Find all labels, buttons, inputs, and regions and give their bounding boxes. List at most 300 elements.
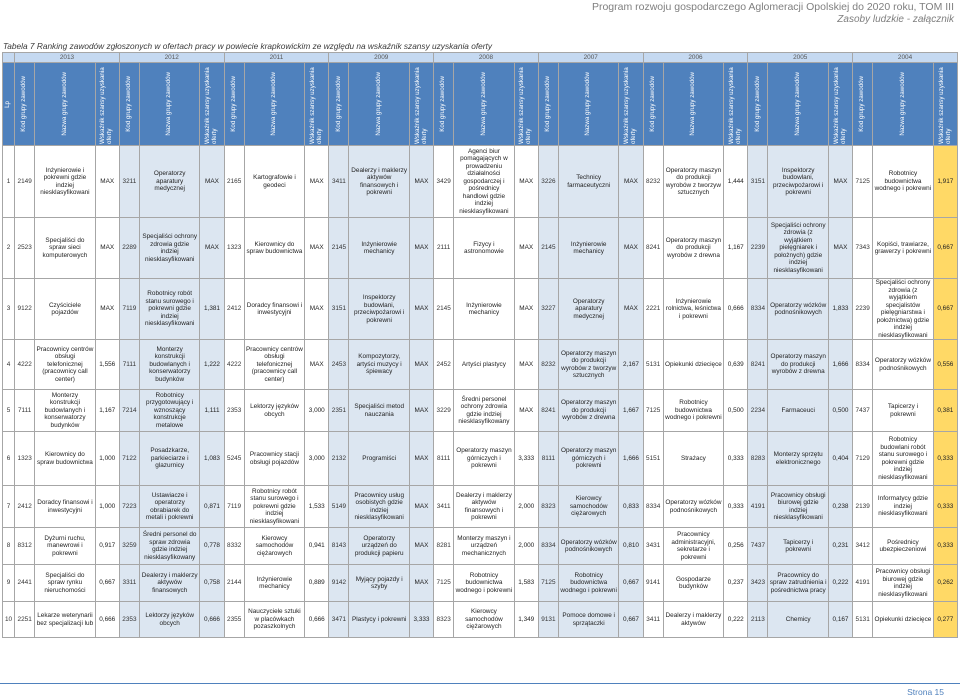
occupation-name: Pracownicy stacji obsługi pojazdów xyxy=(244,432,304,486)
page-header xyxy=(592,1,954,26)
chance-indicator: 0,238 xyxy=(828,486,852,528)
chance-indicator: 0,871 xyxy=(200,486,224,528)
occupation-code: 7111 xyxy=(15,390,35,432)
chance-indicator: MAX xyxy=(409,432,433,486)
header-nazwa xyxy=(139,63,199,146)
rank-number: 10 xyxy=(3,602,15,638)
occupation-code: 8312 xyxy=(15,528,35,565)
occupation-name: Operatorzy maszyn górniczych i pokrewni xyxy=(558,432,618,486)
occupation-code: 3211 xyxy=(119,146,139,218)
header-nazwa-label: Nazwa grupy zawodów xyxy=(479,72,487,136)
occupation-name: Kartografowie i geodeci xyxy=(244,146,304,218)
document-title: Program rozwoju gospodarczego Aglomeracji Opolskiej do 2020 roku, TOM III xyxy=(591,1,954,13)
chance-indicator: MAX xyxy=(409,340,433,390)
header-kod-label: Kod grupy zawodów xyxy=(229,76,237,132)
rank-number: 9 xyxy=(3,565,15,602)
occupation-code: 2289 xyxy=(119,218,139,279)
occupation-name: Dealerzy i maklerzy aktywów finansowych i pokrewni xyxy=(349,146,409,218)
chance-indicator: MAX xyxy=(828,218,852,279)
header-wskaznik xyxy=(933,63,957,146)
occupation-code: 7125 xyxy=(643,390,663,432)
table-row xyxy=(3,279,958,340)
occupation-name: Myjący pojazdy i szyby xyxy=(349,565,409,602)
chance-indicator: 3,000 xyxy=(305,390,329,432)
occupation-code: 8111 xyxy=(538,432,558,486)
occupation-code: 3431 xyxy=(643,528,663,565)
chance-indicator: 0,231 xyxy=(828,528,852,565)
occupation-code: 2523 xyxy=(15,218,35,279)
header-nazwa xyxy=(768,63,828,146)
occupation-code: 9122 xyxy=(15,279,35,340)
chance-indicator: 2,000 xyxy=(514,486,538,528)
occupation-name: Inżynierowie mechanicy xyxy=(244,565,304,602)
table-row xyxy=(3,340,958,390)
chance-indicator: MAX xyxy=(409,218,433,279)
chance-indicator: MAX xyxy=(409,146,433,218)
year-label: 2005 xyxy=(748,53,853,63)
occupation-name: Robotnicy budownictwa wodnego i pokrewni xyxy=(454,565,514,602)
chance-indicator: 0,167 xyxy=(828,602,852,638)
header-wskaznik xyxy=(514,63,538,146)
occupation-code: 3412 xyxy=(853,528,873,565)
occupation-code: 5131 xyxy=(853,602,873,638)
occupation-code: 8241 xyxy=(643,218,663,279)
occupation-name: Specjaliści do spraw sieci komputerowych xyxy=(35,218,95,279)
year-label: 2009 xyxy=(329,53,434,63)
occupation-code: 9142 xyxy=(329,565,349,602)
occupation-code: 2149 xyxy=(15,146,35,218)
header-kod xyxy=(538,63,558,146)
occupation-name: Inżynierowie i pokrewni gdzie indziej niesklasyfikowani xyxy=(35,146,95,218)
chance-indicator: MAX xyxy=(409,279,433,340)
chance-indicator: 1,111 xyxy=(200,390,224,432)
occupation-code: 7125 xyxy=(538,565,558,602)
occupation-name: Kierownicy do spraw budownictwa xyxy=(35,432,95,486)
occupation-code: 2412 xyxy=(15,486,35,528)
header-nazwa xyxy=(454,63,514,146)
occupation-code: 8111 xyxy=(434,432,454,486)
occupation-name: Operatorzy maszyn do produkcji wyrobów z tworzyw sztucznych xyxy=(663,146,723,218)
occupation-code: 2144 xyxy=(224,565,244,602)
chance-indicator: 0,556 xyxy=(933,340,957,390)
chance-indicator: 2,000 xyxy=(514,528,538,565)
occupation-name: Pomoce domowe i sprzątaczki xyxy=(558,602,618,638)
occupation-name: Ustawiacze i operatorzy obrabiarek do metali i pokrewni xyxy=(139,486,199,528)
occupation-code: 5149 xyxy=(329,486,349,528)
header-kod xyxy=(434,63,454,146)
occupation-code: 9131 xyxy=(538,602,558,638)
occupation-code: 8332 xyxy=(224,528,244,565)
occupation-code: 2239 xyxy=(748,218,768,279)
occupation-name: Pracownicy do spraw zatrudnienia i pośrednictwa pracy xyxy=(768,565,828,602)
occupation-name: Kompozytorzy, artyści muzycy i śpiewacy xyxy=(349,340,409,390)
header-nazwa xyxy=(35,63,95,146)
header-kod xyxy=(329,63,349,146)
chance-indicator: 0,667 xyxy=(619,565,643,602)
occupation-code: 3411 xyxy=(329,146,349,218)
chance-indicator: 0,404 xyxy=(828,432,852,486)
occupation-code: 8281 xyxy=(434,528,454,565)
rank-number: 8 xyxy=(3,528,15,565)
chance-indicator: 2,167 xyxy=(619,340,643,390)
chance-indicator: MAX xyxy=(409,390,433,432)
chance-indicator: 1,000 xyxy=(95,432,119,486)
header-nazwa-label: Nazwa grupy zawodów xyxy=(270,72,278,136)
occupation-code: 8334 xyxy=(853,340,873,390)
occupation-name: Kierowcy samochodów ciężarowych xyxy=(244,528,304,565)
occupation-name: Monterzy konstrukcji budowlanych i konserwatorzy budynków xyxy=(35,390,95,432)
year-label: 2013 xyxy=(15,53,120,63)
chance-indicator: 1,666 xyxy=(828,340,852,390)
chance-indicator: 0,333 xyxy=(933,486,957,528)
occupation-code: 2111 xyxy=(434,218,454,279)
header-wskaznik xyxy=(619,63,643,146)
occupation-code: 7214 xyxy=(119,390,139,432)
chance-indicator: 0,381 xyxy=(933,390,957,432)
header-nazwa xyxy=(244,63,304,146)
chance-indicator: MAX xyxy=(200,218,224,279)
chance-indicator: 3,000 xyxy=(305,432,329,486)
header-kod-label: Kod grupy zawodów xyxy=(334,76,342,132)
occupation-name: Robotnicy robót stanu surowego i pokrewni gdzie indziej niesklasyfikowani xyxy=(244,486,304,528)
chance-indicator: 1,917 xyxy=(933,146,957,218)
chance-indicator: 0,758 xyxy=(200,565,224,602)
chance-indicator: 0,333 xyxy=(724,432,748,486)
chance-indicator: 0,333 xyxy=(933,528,957,565)
chance-indicator: MAX xyxy=(619,146,643,218)
occupation-code: 7437 xyxy=(748,528,768,565)
ranking-table xyxy=(2,52,958,638)
occupation-name: Robotnicy budowlani robót stanu surowego i pokrewni gdzie indziej niesklasyfikowani xyxy=(873,432,933,486)
header-kod-label: Kod grupy zawodów xyxy=(648,76,656,132)
occupation-code: 2412 xyxy=(224,279,244,340)
header-wskaznik-label: Wskaźnik szansy uzyskania oferty xyxy=(518,67,533,144)
occupation-name: Programiści xyxy=(349,432,409,486)
occupation-code: 2452 xyxy=(434,340,454,390)
occupation-code: 3311 xyxy=(119,565,139,602)
header-wskaznik-label: Wskaźnik szansy uzyskania oferty xyxy=(204,67,218,144)
occupation-code: 8334 xyxy=(538,528,558,565)
occupation-name: Farmaceuci xyxy=(768,390,828,432)
chance-indicator: 1,349 xyxy=(514,602,538,638)
chance-indicator: MAX xyxy=(305,218,329,279)
occupation-name: Doradcy finansowi i inwestycyjni xyxy=(35,486,95,528)
header-wskaznik xyxy=(724,63,748,146)
header-wskaznik xyxy=(828,63,852,146)
chance-indicator: 1,167 xyxy=(724,218,748,279)
occupation-name: Operatorzy wózków podnośnikowych xyxy=(873,340,933,390)
occupation-name: Tapicerzy i pokrewni xyxy=(768,528,828,565)
occupation-name: Dyżurni ruchu, manewrowi i pokrewni xyxy=(35,528,95,565)
occupation-name: Posadzkarze, parkieciarze i glazurnicy xyxy=(139,432,199,486)
chance-indicator: 1,667 xyxy=(619,390,643,432)
occupation-code: 2139 xyxy=(853,486,873,528)
header-nazwa-label: Nazwa grupy zawodów xyxy=(374,72,382,136)
header-nazwa-label: Nazwa grupy zawodów xyxy=(584,72,592,136)
header-nazwa xyxy=(873,63,933,146)
chance-indicator: 0,667 xyxy=(933,218,957,279)
chance-indicator: 1,083 xyxy=(200,432,224,486)
rank-number: 6 xyxy=(3,432,15,486)
year-label: 2007 xyxy=(538,53,643,63)
occupation-name: Operatorzy aparatury medycznej xyxy=(558,279,618,340)
chance-indicator: 1,381 xyxy=(200,279,224,340)
chance-indicator: 0,500 xyxy=(724,390,748,432)
chance-indicator: MAX xyxy=(95,146,119,218)
chance-indicator: 3,333 xyxy=(409,602,433,638)
occupation-code: 7223 xyxy=(119,486,139,528)
occupation-name: Monterzy maszyn i urządzeń mechanicznych xyxy=(454,528,514,565)
occupation-name: Monterzy konstrukcji budowlanych i konserwatorzy budynków xyxy=(139,340,199,390)
occupation-name: Robotnicy budownictwa wodnego i pokrewni xyxy=(558,565,618,602)
chance-indicator: 1,444 xyxy=(724,146,748,218)
chance-indicator: MAX xyxy=(828,146,852,218)
occupation-code: 2355 xyxy=(224,602,244,638)
occupation-code: 2234 xyxy=(748,390,768,432)
occupation-name: Operatorzy maszyn do produkcji wyrobów z drewna xyxy=(663,218,723,279)
document-subtitle: Zasoby ludzkie - załącznik xyxy=(837,14,954,25)
chance-indicator: MAX xyxy=(514,340,538,390)
chance-indicator: 0,833 xyxy=(619,486,643,528)
occupation-code: 2132 xyxy=(329,432,349,486)
occupation-name: Pracownicy obsługi biurowej gdzie indziej niesklasyfikowani xyxy=(768,486,828,528)
chance-indicator: 1,833 xyxy=(828,279,852,340)
header-wskaznik-label: Wskaźnik szansy uzyskania oferty xyxy=(308,67,323,144)
occupation-name: Pracownicy obsługi biurowej gdzie indziej niesklasyfikowani xyxy=(873,565,933,602)
occupation-code: 7437 xyxy=(853,390,873,432)
occupation-code: 4222 xyxy=(224,340,244,390)
occupation-code: 4191 xyxy=(748,486,768,528)
occupation-name: Monterzy sprzętu elektronicznego xyxy=(768,432,828,486)
occupation-code: 3226 xyxy=(538,146,558,218)
chance-indicator: MAX xyxy=(305,340,329,390)
occupation-code: 3429 xyxy=(434,146,454,218)
occupation-name: Specjaliści ochrony zdrowia (z wyjątkiem pielęgniarek i położnych) gdzie indziej niesklasyfikowani xyxy=(768,218,828,279)
occupation-code: 2145 xyxy=(538,218,558,279)
year-label: 2006 xyxy=(643,53,748,63)
occupation-name: Kierowcy samochodów ciężarowych xyxy=(558,486,618,528)
occupation-name: Fizycy i astronomowie xyxy=(454,218,514,279)
occupation-name: Tapicerzy i pokrewni xyxy=(873,390,933,432)
chance-indicator: 0,778 xyxy=(200,528,224,565)
occupation-code: 7119 xyxy=(119,279,139,340)
occupation-code: 3423 xyxy=(748,565,768,602)
chance-indicator: MAX xyxy=(409,486,433,528)
header-nazwa xyxy=(663,63,723,146)
rank-number: 1 xyxy=(3,146,15,218)
header-lp xyxy=(3,63,15,146)
occupation-name: Strażacy xyxy=(663,432,723,486)
occupation-code: 2165 xyxy=(224,146,244,218)
chance-indicator: 0,222 xyxy=(828,565,852,602)
occupation-name: Robotnicy robót stanu surowego i pokrewni gdzie indziej niesklasyfikowani xyxy=(139,279,199,340)
header-kod-label: Kod grupy zawodów xyxy=(20,76,28,132)
chance-indicator: 3,333 xyxy=(514,432,538,486)
occupation-code: 7122 xyxy=(119,432,139,486)
rank-number: 2 xyxy=(3,218,15,279)
occupation-name: Inspektorzy budowlani, przeciwpożarowi i pokrewni xyxy=(349,279,409,340)
year-label: 2012 xyxy=(119,53,224,63)
year-band-blank xyxy=(3,53,15,63)
header-kod xyxy=(119,63,139,146)
column-header-row xyxy=(3,63,958,146)
chance-indicator: 0,889 xyxy=(305,565,329,602)
occupation-name: Agenci biur pomagających w prowadzeniu działalności gospodarczej i pośrednicy handlowi gdzie indziej niesklasyfikowani xyxy=(454,146,514,218)
year-label: 2011 xyxy=(224,53,329,63)
header-kod xyxy=(748,63,768,146)
chance-indicator: 0,917 xyxy=(95,528,119,565)
chance-indicator: 0,810 xyxy=(619,528,643,565)
table-row xyxy=(3,432,958,486)
occupation-name: Średni personel ochrony zdrowia gdzie indziej niesklasyfikowany xyxy=(454,390,514,432)
header-nazwa-label: Nazwa grupy zawodów xyxy=(793,72,801,136)
chance-indicator: 0,333 xyxy=(933,432,957,486)
occupation-name: Nauczyciele sztuki w placówkach pozaszkolnych xyxy=(244,602,304,638)
chance-indicator: 1,666 xyxy=(619,432,643,486)
occupation-code: 5131 xyxy=(643,340,663,390)
occupation-code: 8143 xyxy=(329,528,349,565)
year-label: 2004 xyxy=(853,53,958,63)
occupation-name: Inżynierowie mechanicy xyxy=(558,218,618,279)
chance-indicator: 0,277 xyxy=(933,602,957,638)
page-number: Strona 15 xyxy=(907,687,944,697)
occupation-code: 3411 xyxy=(643,602,663,638)
occupation-name: Pośrednicy ubezpieczeniowi xyxy=(873,528,933,565)
chance-indicator: 1,583 xyxy=(514,565,538,602)
header-kod-label: Kod grupy zawodów xyxy=(544,76,551,132)
occupation-code: 7125 xyxy=(853,146,873,218)
chance-indicator: 0,667 xyxy=(95,565,119,602)
chance-indicator: MAX xyxy=(409,528,433,565)
occupation-code: 5151 xyxy=(643,432,663,486)
chance-indicator: MAX xyxy=(514,279,538,340)
chance-indicator: 1,533 xyxy=(305,486,329,528)
year-band-row xyxy=(3,53,958,63)
rank-number: 4 xyxy=(3,340,15,390)
occupation-name: Opiekunki dziecięce xyxy=(873,602,933,638)
occupation-code: 8232 xyxy=(643,146,663,218)
occupation-code: 7129 xyxy=(853,432,873,486)
occupation-code: 2453 xyxy=(329,340,349,390)
occupation-code: 3471 xyxy=(329,602,349,638)
header-kod xyxy=(643,63,663,146)
chance-indicator: MAX xyxy=(619,218,643,279)
chance-indicator: 0,639 xyxy=(724,340,748,390)
chance-indicator: 0,256 xyxy=(724,528,748,565)
chance-indicator: MAX xyxy=(95,279,119,340)
header-wskaznik-label: Wskaźnik szansy uzyskania oferty xyxy=(832,67,847,144)
occupation-name: Plastycy i pokrewni xyxy=(349,602,409,638)
chance-indicator: MAX xyxy=(305,146,329,218)
chance-indicator: 1,556 xyxy=(95,340,119,390)
header-lp-label: Lp xyxy=(4,100,12,108)
header-wskaznik-label: Wskaźnik szansy uzyskania oferty xyxy=(623,67,637,144)
header-kod-label: Kod grupy zawodów xyxy=(753,76,761,132)
occupation-name: Lektorzy języków obcych xyxy=(139,602,199,638)
occupation-code: 1323 xyxy=(15,432,35,486)
occupation-name: Technicy farmaceutyczni xyxy=(558,146,618,218)
occupation-name: Dealerzy i maklerzy aktywów finansowych i pokrewni xyxy=(454,486,514,528)
occupation-code: 4191 xyxy=(853,565,873,602)
chance-indicator: MAX xyxy=(514,146,538,218)
occupation-name: Specjaliści ochrony zdrowia (z wyjątkiem specjalistów pielęgniarstwa i położnictwa) gdzie indziej niesklasyfikowani xyxy=(873,279,933,340)
occupation-name: Inżynierowie rolnictwa, leśnictwa i pokrewni xyxy=(663,279,723,340)
chance-indicator: 1,000 xyxy=(95,486,119,528)
occupation-name: Operatorzy maszyn górniczych i pokrewni xyxy=(454,432,514,486)
occupation-code: 8283 xyxy=(748,432,768,486)
occupation-name: Specjaliści do spraw rynku nieruchomości xyxy=(35,565,95,602)
chance-indicator: 0,667 xyxy=(619,602,643,638)
rank-number: 3 xyxy=(3,279,15,340)
chance-indicator: MAX xyxy=(200,146,224,218)
chance-indicator: MAX xyxy=(305,279,329,340)
occupation-name: Pracownicy administracyjni, sekretarze i pokrewni xyxy=(663,528,723,565)
occupation-name: Specjaliści metod nauczania xyxy=(349,390,409,432)
occupation-code: 3229 xyxy=(434,390,454,432)
occupation-code: 8232 xyxy=(538,340,558,390)
table-row xyxy=(3,146,958,218)
table-caption: Tabela 7 Ranking zawodów zgłoszonych w ofertach pracy w powiecie krapkowickim ze względu na wskaźnik szansy uzyskania oferty xyxy=(3,41,492,51)
occupation-name: Operatorzy maszyn do produkcji wyrobów z drewna xyxy=(768,340,828,390)
occupation-name: Doradcy finansowi i inwestycyjni xyxy=(244,279,304,340)
table-row xyxy=(3,486,958,528)
occupation-name: Operatorzy wózków podnośnikowych xyxy=(663,486,723,528)
header-kod xyxy=(224,63,244,146)
occupation-code: 2441 xyxy=(15,565,35,602)
occupation-name: Dealerzy i maklerzy aktywów xyxy=(663,602,723,638)
occupation-code: 5245 xyxy=(224,432,244,486)
chance-indicator: MAX xyxy=(514,218,538,279)
table-row xyxy=(3,218,958,279)
occupation-code: 7119 xyxy=(224,486,244,528)
header-wskaznik-label: Wskaźnik szansy uzyskania oferty xyxy=(99,67,114,144)
occupation-name: Średni personel do spraw zdrowia gdzie indziej niesklasyfikowany xyxy=(139,528,199,565)
occupation-code: 8334 xyxy=(748,279,768,340)
occupation-code: 2145 xyxy=(434,279,454,340)
header-wskaznik-label: Wskaźnik szansy uzyskania oferty xyxy=(727,67,742,144)
header-kod-label: Kod grupy zawodów xyxy=(125,76,132,132)
chance-indicator: 0,666 xyxy=(95,602,119,638)
occupation-code: 7125 xyxy=(434,565,454,602)
chance-indicator: 0,237 xyxy=(724,565,748,602)
header-nazwa xyxy=(558,63,618,146)
occupation-code: 2239 xyxy=(853,279,873,340)
occupation-code: 8241 xyxy=(748,340,768,390)
header-kod-label: Kod grupy zawodów xyxy=(439,76,447,132)
occupation-code: 9141 xyxy=(643,565,663,602)
occupation-name: Kierownicy do spraw budownictwa xyxy=(244,218,304,279)
occupation-name: Kopiści, trawiarze, grawerzy i pokrewni xyxy=(873,218,933,279)
occupation-name: Operatorzy urządzeń do produkcji papieru xyxy=(349,528,409,565)
occupation-code: 2251 xyxy=(15,602,35,638)
chance-indicator: MAX xyxy=(409,565,433,602)
occupation-name: Robotnicy budownictwa wodnego i pokrewni xyxy=(873,146,933,218)
occupation-code: 8323 xyxy=(538,486,558,528)
year-label: 2008 xyxy=(434,53,539,63)
chance-indicator: 0,666 xyxy=(200,602,224,638)
header-kod-label: Kod grupy zawodów xyxy=(858,76,866,132)
occupation-code: 7111 xyxy=(119,340,139,390)
occupation-name: Inspektorzy budowlani, przeciwpożarowi i pokrewni xyxy=(768,146,828,218)
occupation-name: Chemicy xyxy=(768,602,828,638)
occupation-name: Specjaliści ochrony zdrowia gdzie indziej niesklasyfikowani xyxy=(139,218,199,279)
occupation-name: Czyściciele pojazdów xyxy=(35,279,95,340)
chance-indicator: 0,666 xyxy=(305,602,329,638)
occupation-name: Lektorzy języków obcych xyxy=(244,390,304,432)
occupation-name: Operatorzy wózków podnośnikowych xyxy=(768,279,828,340)
occupation-code: 4222 xyxy=(15,340,35,390)
occupation-name: Operatorzy aparatury medycznej xyxy=(139,146,199,218)
